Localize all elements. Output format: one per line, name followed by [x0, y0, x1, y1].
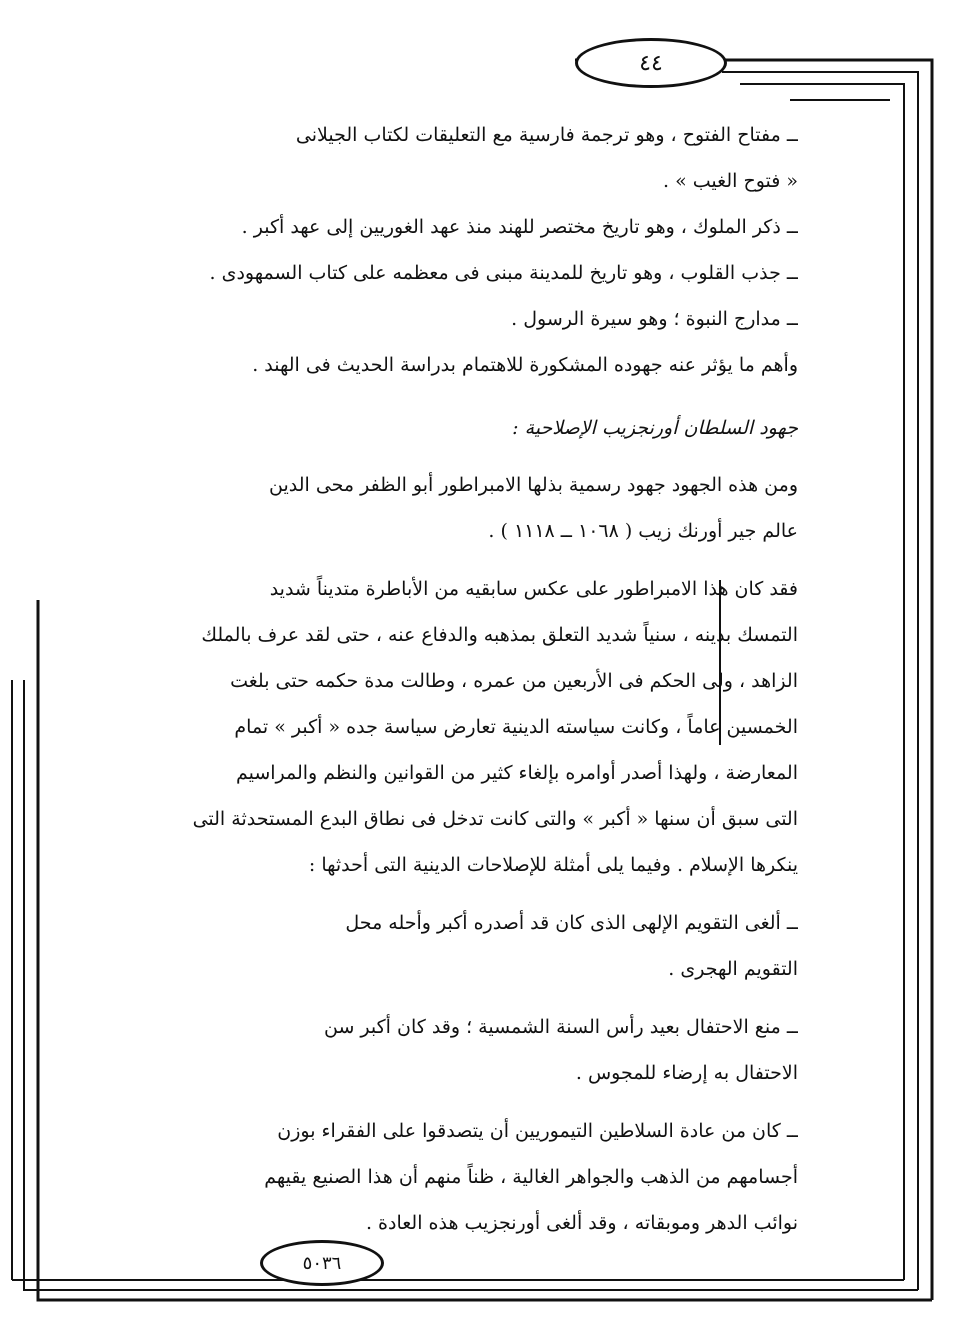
text-line: الاحتفال به إرضاء للمجوس .	[575, 1062, 798, 1084]
section-heading: جهود السلطان أورنجزيب الإصلاحية :	[512, 417, 798, 439]
page-number-top	[575, 38, 727, 88]
page-body	[178, 112, 798, 1246]
text-line: ــ جذب القلوب ، وهو تاريخ للمدينة مبنى فى معظمه على كتاب السمهودى .	[209, 262, 798, 284]
text-line: التقويم الهجرى .	[668, 958, 798, 980]
text-line: ــ مدارج النبوة ؛ وهو سيرة الرسول .	[511, 308, 798, 330]
text-line: ــ كان من عادة السلاطين التيموريين أن يتصدقوا على الفقراء بوزن	[277, 1120, 798, 1142]
text-line: التى سبق أن سنها « أكبر » والتى كانت تدخل فى نطاق البدع المستحدثة التى	[192, 808, 798, 830]
text-line: ينكرها الإسلام . وفيما يلى أمثلة للإصلاحات الدينية التى أحدثها :	[308, 854, 798, 876]
text-line: ومن هذه الجهود جهود رسمية بذلها الامبراطور أبو الظفر محى الدين	[268, 474, 798, 496]
text-line: ــ منع الاحتفال بعيد رأس السنة الشمسية ؛ وقد كان أكبر سن	[324, 1016, 798, 1038]
text-line: وأهم ما يؤثر عنه جهوده المشكورة للاهتمام بدراسة الحديث فى الهند .	[252, 354, 798, 376]
page-number-bottom-text: ٥٠٣٦	[302, 1252, 342, 1274]
text-line: الزاهد ، ولى الحكم فى الأربعين من عمره ، وطالت مدة حكمه حتى بلغت	[230, 670, 798, 692]
page-number-bottom	[260, 1240, 384, 1286]
text-line: « فتوح الغيب » .	[663, 170, 798, 192]
text-line: ــ ذكر الملوك ، وهو تاريخ مختصر للهند منذ عهد الغوريين إلى عهد أكبر .	[241, 216, 798, 238]
text-line: فقد كان هذا الامبراطور على عكس سابقيه من الأباطرة متديناً شديد	[269, 578, 798, 600]
text-line: أجسامهم من الذهب والجواهر الغالية ، ظناً منهم أن هذا الصنيع يقيهم	[264, 1166, 798, 1188]
text-line: ــ ألغى التقويم الإلهى الذى كان قد أصدره أكبر وأحله محل	[345, 912, 798, 934]
text-line: نوائب الدهر وموبقاته ، وقد ألغى أورنجزيب هذه العادة .	[365, 1212, 798, 1234]
text-line: ــ مفتاح الفتوح ، وهو ترجمة فارسية مع التعليقات لكتاب الجيلانى	[295, 124, 798, 146]
text-line: المعارضة ، ولهذا أصدر أوامره بإلغاء كثير من القوانين والنظم والمراسيم	[235, 762, 798, 784]
text-line: التمسك بدينه ، سنياً شديد التعلق بمذهبه والدفاع عنه ، حتى لقد عرف بالملك	[201, 624, 798, 646]
text-line: الخمسين عاماً ، وكانت سياسته الدينية تعارض سياسة جده « أكبر » تمام	[234, 716, 798, 738]
text-line: عالم جير أورنك زيب ( ١٠٦٨ ــ ١١١٨ ) .	[488, 520, 798, 542]
page-number-top-text: ٤٤	[639, 50, 663, 76]
